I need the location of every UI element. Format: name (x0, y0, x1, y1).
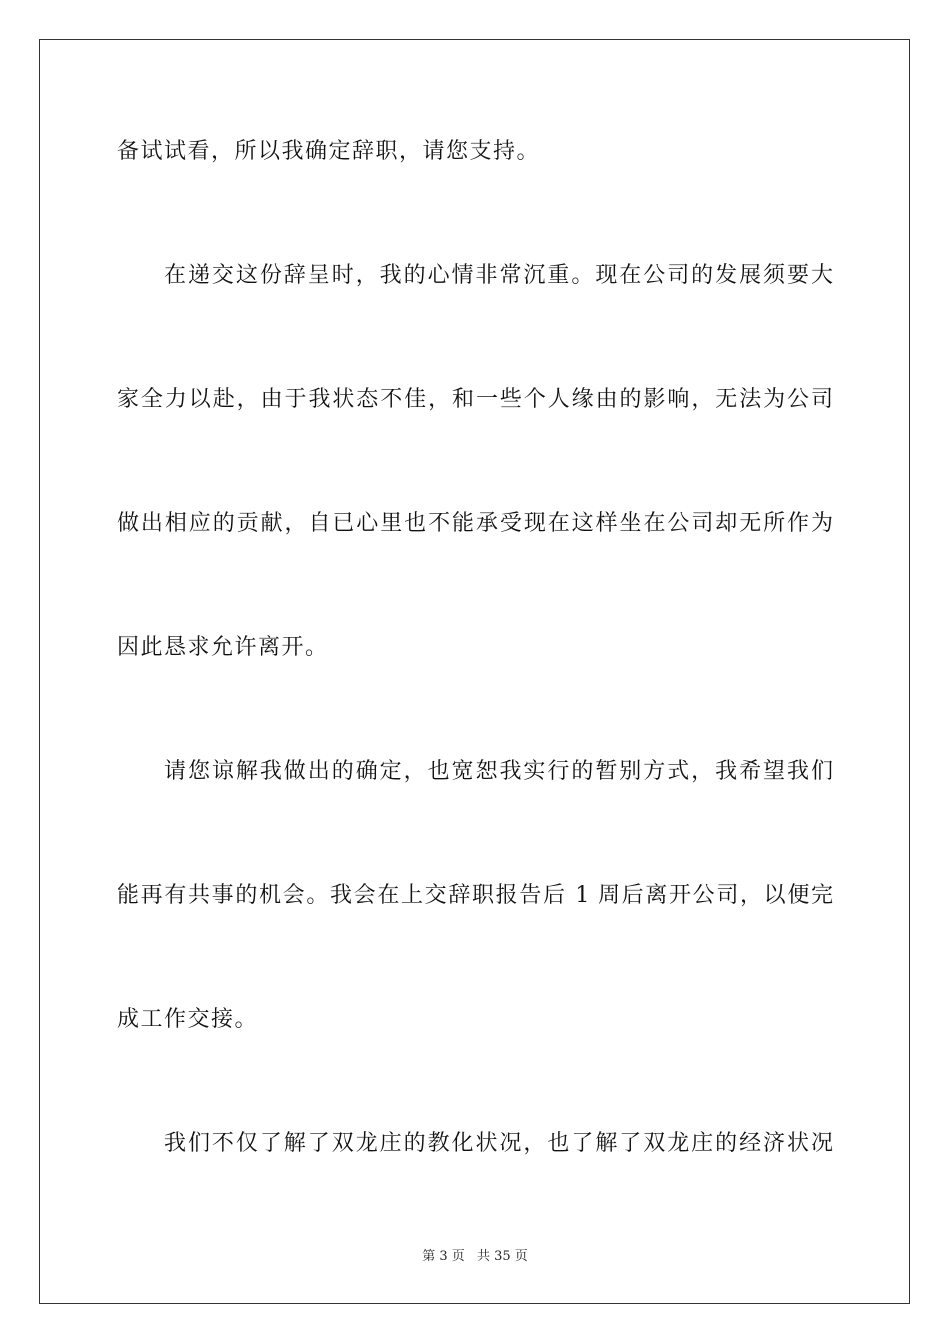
text-line: 成工作交接。 (117, 1007, 259, 1032)
page-border (39, 39, 910, 1304)
text-line: 因此恳求允许离开。 (117, 635, 329, 660)
page-number: 第 3 页 (422, 1249, 465, 1264)
text-line: 备试试看，所以我确定辞职，请您支持。 (117, 139, 541, 164)
text-line: 在递交这份辞呈时，我的心情非常沉重。现在公司的发展须要大 (164, 263, 833, 288)
text-line: 请您谅解我做出的确定，也宽恕我实行的暂别方式，我希望我们 (164, 759, 833, 784)
text-line: 做出相应的贡献，自已心里也不能承受现在这样坐在公司却无所作为 (117, 511, 833, 536)
page-total: 共 35 页 (476, 1249, 528, 1264)
text-line: 家全力以赴，由于我状态不佳，和一些个人缘由的影响，无法为公司 (117, 387, 833, 412)
text-line: 我们不仅了解了双龙庄的教化状况，也了解了双龙庄的经济状况 (164, 1131, 833, 1156)
page-footer (0, 1248, 950, 1266)
text-line: 能再有共事的机会。我会在上交辞职报告后 1 周后离开公司，以便完 (117, 883, 833, 908)
